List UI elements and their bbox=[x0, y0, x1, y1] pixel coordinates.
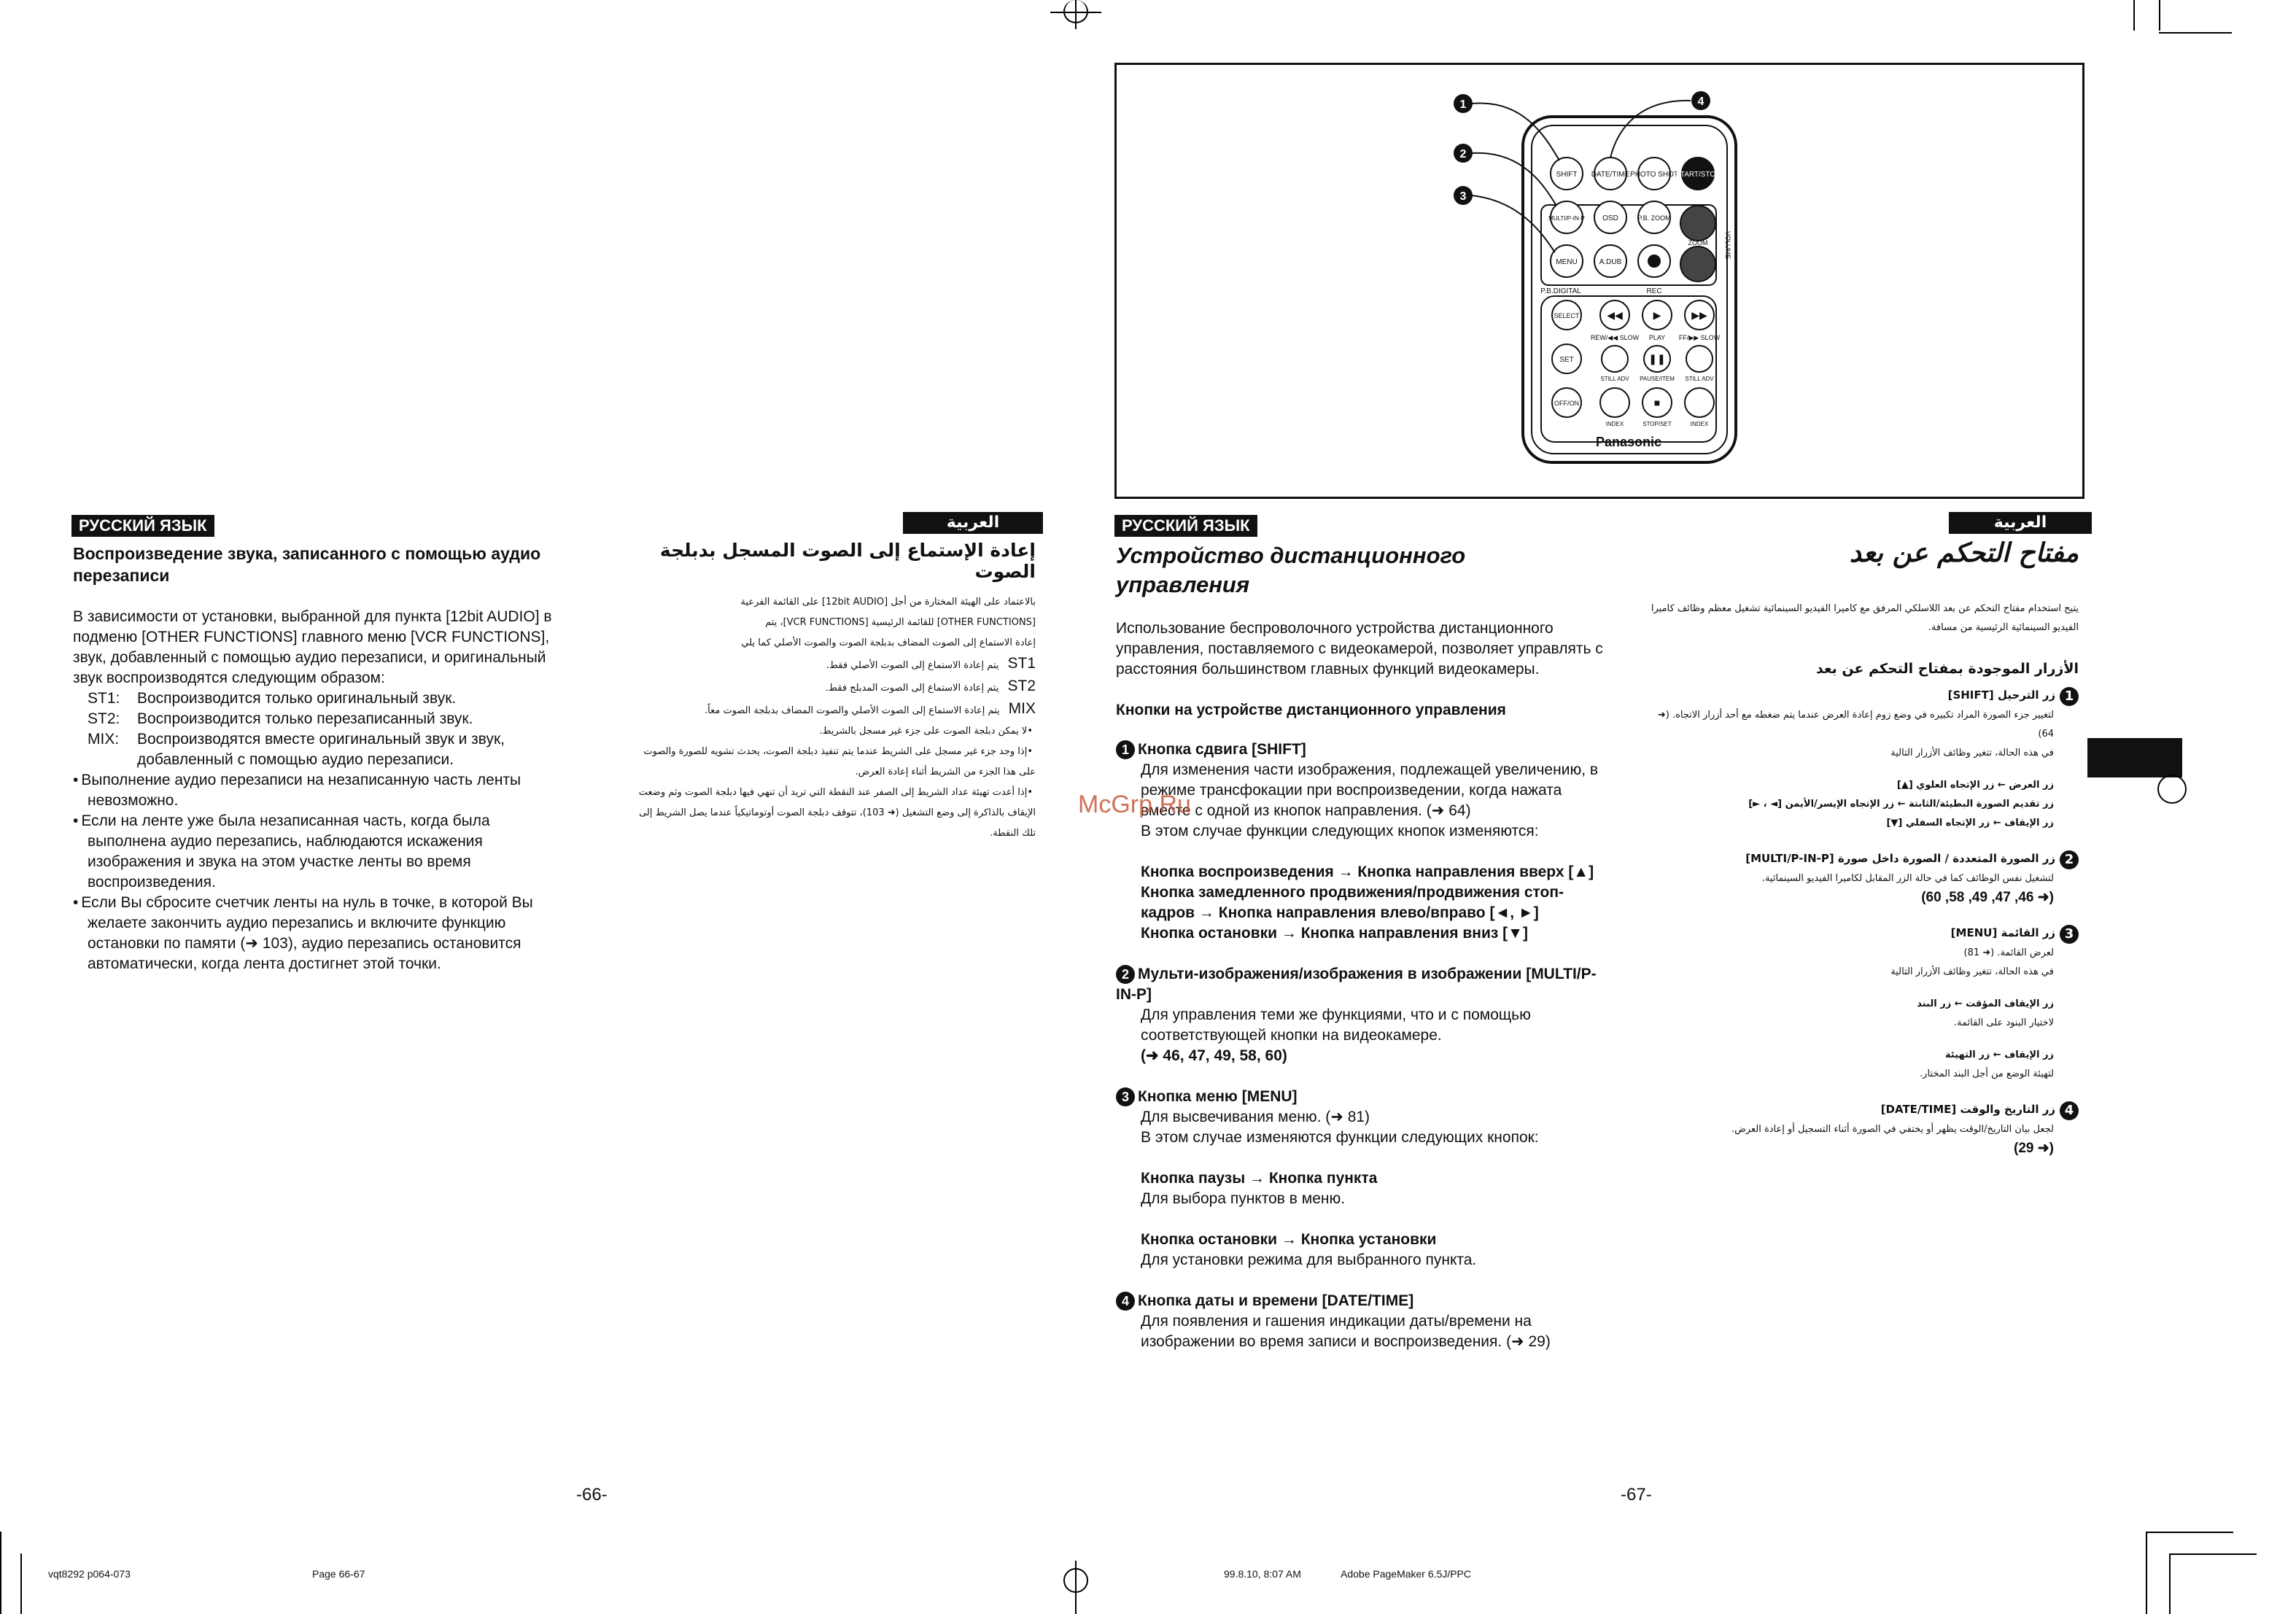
item-line: زر العرض ← زر الإتجاه العلوي [▲] bbox=[1896, 780, 2054, 791]
slug-pages: Page 66-67 bbox=[312, 1568, 365, 1580]
button-label: A.DUB bbox=[1599, 258, 1622, 266]
item-text: لتغيير جزء الصورة المراد تكبيره في وضع زوم إعادة العرض عندما يتم ضغطه مع أحد أزرار الاتجاه. (➜ 64) bbox=[1657, 710, 2054, 740]
remote-button bbox=[1680, 247, 1715, 282]
mode-key: MIX: bbox=[88, 731, 120, 748]
ar-line: بالاعتماد على الهيئة المختارة من أجل [12bit AUDIO] على القائمة الفرعية bbox=[740, 597, 1036, 608]
item-text: في هذه الحالة، تتغير وظائف الأزرار التالية bbox=[1890, 966, 2054, 977]
language-tag-ar: العربية bbox=[903, 512, 1043, 534]
page-number: -67- bbox=[1621, 1485, 1652, 1505]
item-number: 2 bbox=[1116, 965, 1135, 984]
item-text: Для появления и гашения индикации даты/времени на изображении во время записи и воспроизведения. (➜ 29) bbox=[1141, 1313, 1551, 1350]
ar-body-left bbox=[627, 592, 1036, 844]
pbdigital-label: P.B.DIGITAL bbox=[1540, 287, 1581, 295]
remote-button bbox=[1600, 388, 1629, 417]
item-text: Для высвечивания меню. (➜ 81) bbox=[1141, 1109, 1370, 1125]
mode-key: ST1: bbox=[88, 690, 120, 707]
button-label: MULTI/P-IN-P bbox=[1548, 215, 1585, 222]
ru-item-heading bbox=[1116, 740, 1612, 760]
ru-bullet: • Если на ленте уже была незаписанная часть, когда была выполнена аудио перезапись, наблюдаются искажения изображения и звука на этом участке ленты во время воспроизведения. bbox=[73, 811, 569, 893]
button-label: OSD bbox=[1602, 214, 1618, 222]
crop-mark bbox=[2133, 0, 2135, 31]
ru-intro: Использование беспроволочного устройства дистанционного управления, поставляемого с видеокамерой, позволяет управлять с расстояния большинством главных функций видеокамеры. bbox=[1116, 620, 1603, 678]
item-title: Кнопка меню [MENU] bbox=[1138, 1088, 1298, 1105]
ar-item-heading bbox=[1648, 849, 2079, 869]
item-refs: (➜ 29) bbox=[2014, 1141, 2054, 1156]
ar-body-right bbox=[1648, 600, 2079, 1158]
page-number: -66- bbox=[576, 1485, 608, 1505]
mode-text: يتم إعادة الاستماع إلى الصوت الأصلي والصوت المضاف بدبلجة الصوت معاً. bbox=[704, 705, 1000, 716]
pair-heading: Кнопка остановки → Кнопка установки bbox=[1141, 1231, 1437, 1248]
item-refs: (➜ 46, 47, 49, 58, 60) bbox=[1141, 1047, 1287, 1064]
section-title-ar: إعادة الإستماع إلى الصوت المسجل بدبلجة الصوت bbox=[659, 540, 1036, 582]
ar-item-1 bbox=[1648, 686, 2079, 833]
ar-item-heading bbox=[1648, 923, 2079, 944]
ru-item-3 bbox=[1116, 1087, 1612, 1270]
zoom-label: ZOOM bbox=[1688, 239, 1708, 247]
button-label: SHIFT bbox=[1556, 171, 1578, 179]
ar-item-2 bbox=[1648, 849, 2079, 907]
registration-mark bbox=[1063, 0, 1088, 23]
section-title-ru: Воспроизведение звука, записанного с помощью аудио перезаписи bbox=[73, 544, 541, 585]
item-title: Кнопка сдвига [SHIFT] bbox=[1138, 741, 1306, 758]
ru-body-left bbox=[73, 607, 569, 974]
ru-bullet: • Если Вы сбросите счетчик ленты на нуль в точке, в которой Вы желаете закончить аудио перезапись и включите функцию остановки по памяти (➜ 103), аудио перезапись остановится автоматически, когда лента достигнет этой точки. bbox=[73, 893, 569, 974]
button-label: PHOTO SHOT bbox=[1630, 171, 1678, 179]
item-number: 1 bbox=[2060, 687, 2079, 706]
pair-heading: Кнопка паузы → Кнопка пункта bbox=[1141, 1170, 1378, 1187]
item-number: 3 bbox=[2060, 925, 2079, 944]
mode-text: يتم إعادة الاستماع إلى الصوت المدبلج فقط. bbox=[825, 683, 999, 694]
item-list-entry: Кнопка остановки → Кнопка направления вниз [▼] bbox=[1141, 925, 1528, 942]
ar-mode-row bbox=[627, 699, 1036, 721]
button-label: PAUSE/ITEM bbox=[1640, 376, 1675, 382]
section-title-ru: Устройство дистанционного управления bbox=[1116, 543, 1466, 597]
ru-bullet: • Выполнение аудио перезаписи на незаписанную часть ленты невозможно. bbox=[73, 770, 569, 811]
mode-text: Воспроизводятся вместе оригинальный звук и звук, добавленный с помощью аудио перезаписи. bbox=[137, 731, 505, 768]
pair-text: لتهيئة الوضع من أجل البند المختار. bbox=[1920, 1068, 2054, 1079]
slug-file: vqt8292 p064-073 bbox=[48, 1568, 131, 1580]
item-number: 1 bbox=[1116, 740, 1135, 759]
ar-line: إعادة الاستماع إلى الصوت المضاف بدبلجة الصوت والصوت الأصلي كما يلي bbox=[741, 637, 1036, 648]
section-title-ar: مفتاح التحكم عن بعد bbox=[1849, 538, 2079, 568]
item-text: لجعل بيان التاريخ/الوقت يظهر أو يختفي في الصورة أثناء التسجيل أو إعادة العرض. bbox=[1731, 1124, 2054, 1135]
ar-item-heading bbox=[1648, 1100, 2079, 1120]
mode-text: Воспроизводится только перезаписанный звук. bbox=[137, 710, 473, 727]
button-label: STOP/SET bbox=[1643, 421, 1672, 427]
crop-mark bbox=[2146, 1532, 2147, 1614]
ar-item-3 bbox=[1648, 923, 2079, 1084]
mode-key: ST2: bbox=[88, 710, 120, 727]
crop-mark bbox=[20, 1553, 22, 1614]
item-number: 3 bbox=[1116, 1087, 1135, 1106]
item-line: زر الإيقاف ← زر الإتجاه السفلي [▼] bbox=[1886, 818, 2054, 829]
callout-number: 2 bbox=[1459, 148, 1467, 160]
item-title: زر الصورة المتعددة / الصورة داخل صورة [MULTI/P-IN-P] bbox=[1745, 852, 2055, 865]
button-label: P.B. ZOOM bbox=[1637, 214, 1671, 222]
crop-mark bbox=[2169, 1553, 2257, 1555]
mode-key: MIX bbox=[1008, 700, 1036, 717]
watermark: McGrp.Ru bbox=[1078, 791, 1191, 818]
ar-line: [OTHER FUNCTIONS] للقائمة الرئيسية [VCR FUNCTIONS]، يتم bbox=[765, 617, 1036, 628]
ar-bullet: • إذا وجد جزء غير مسجل على الشريط عندما يتم تنفيذ دبلجة الصوت، يحدث تشويه للصورة والصوت على هذا الجزء من الشريط أثناء إعادة العرض. bbox=[627, 742, 1036, 783]
mode-key: ST2 bbox=[1007, 678, 1036, 694]
brand-logo: Panasonic bbox=[1595, 435, 1662, 449]
callout-number: 4 bbox=[1697, 96, 1704, 108]
crop-mark bbox=[2146, 1532, 2233, 1533]
button-label: MENU bbox=[1556, 258, 1578, 266]
button-label: SET bbox=[1559, 356, 1574, 364]
button-label: FF/▶▶ SLOW bbox=[1678, 334, 1721, 341]
remote-button bbox=[1686, 346, 1713, 372]
button-glyph: ◀◀ bbox=[1607, 309, 1623, 321]
pair-text: Для выбора пунктов в меню. bbox=[1141, 1190, 1346, 1207]
item-title: زر الترحيل [SHIFT] bbox=[1947, 688, 2055, 702]
mode-text: Воспроизводится только оригинальный звук. bbox=[137, 690, 457, 707]
ru-item-2 bbox=[1116, 964, 1612, 1066]
pair-heading: زر الإيقاف المؤقت ← زر البند bbox=[1917, 998, 2054, 1009]
ar-bullet: • إذا أعدت تهيئة عداد الشريط إلى الصفر عند النقطة التي تريد أن تنهي فيها دبلجة الصوت وثم وضعت الإيقاف بالذاكرة إلى وضع التشغيل (➜ 103)، تتوقف دبلجة الصوت أوتوماتيكياً عندما يصل الشريط إلى تلك النقطة. bbox=[627, 783, 1036, 844]
item-title: Кнопка даты и времени [DATE/TIME] bbox=[1138, 1292, 1414, 1309]
slug-date: 99.8.10, 8:07 AM bbox=[1224, 1568, 1301, 1580]
item-text: لعرض القائمة. (➜ 81) bbox=[1963, 947, 2054, 958]
button-label: INDEX bbox=[1605, 421, 1624, 427]
crop-mark bbox=[0, 1532, 1, 1614]
item-text: В этом случае изменяются функции следующих кнопок: bbox=[1141, 1129, 1539, 1146]
pair-text: لاختيار البنود على القائمة. bbox=[1953, 1017, 2054, 1028]
mode-key: ST1 bbox=[1007, 655, 1036, 672]
remote-control-illustration bbox=[1114, 63, 2084, 499]
item-number: 4 bbox=[2060, 1101, 2079, 1120]
button-label: SELECT bbox=[1554, 312, 1580, 319]
mode-text: يتم إعادة الاستماع إلى الصوت الأصلي فقط. bbox=[826, 660, 999, 671]
item-title: زر القائمة [MENU] bbox=[1950, 926, 2055, 939]
button-label: START/STOP bbox=[1675, 171, 1721, 179]
item-number: 2 bbox=[2060, 850, 2079, 869]
volume-label: VOLUME bbox=[1724, 230, 1731, 260]
slug-app: Adobe PageMaker 6.5J/PPC bbox=[1341, 1568, 1471, 1580]
ru-item-heading bbox=[1116, 964, 1612, 1005]
callout-number: 1 bbox=[1459, 98, 1467, 111]
ru-subheading: Кнопки на устройстве дистанционного управления bbox=[1116, 702, 1506, 718]
ar-bullet: • لا يمكن دبلجة الصوت على جزء غير مسجل بالشريط. bbox=[627, 721, 1036, 742]
item-list-entry: Кнопка воспроизведения → Кнопка направления вверх [▲] bbox=[1141, 864, 1594, 880]
ru-intro: В зависимости от установки, выбранной для пункта [12bit AUDIO] в подменю [OTHER FUNCTIONS] главного меню [VCR FUNCTIONS], звук, добавленный с помощью аудио перезаписи, и оригинальный звук воспроизводятся следующим образом: bbox=[73, 608, 552, 686]
mode-row bbox=[73, 688, 569, 709]
language-tag-ru: РУССКИЙ ЯЗЫК bbox=[71, 515, 214, 537]
button-glyph: ▶▶ bbox=[1691, 309, 1707, 321]
crop-mark bbox=[2159, 0, 2160, 31]
item-text: Для управления теми же функциями, что и с помощью соответствующей кнопки на видеокамере. bbox=[1141, 1006, 1531, 1044]
button-glyph: ▶ bbox=[1653, 309, 1661, 321]
item-text: في هذه الحالة، تتغير وظائف الأزرار التالية bbox=[1890, 748, 2054, 758]
callout-number: 3 bbox=[1459, 190, 1467, 203]
ar-intro: يتيح استخدام مفتاح التحكم عن بعد اللاسلكي المرفق مع كاميرا الفيديو السينمائية تشغيل معظم وظائف كاميرا الفيديو السينمائية الرئيسية من مسافة. bbox=[1651, 603, 2079, 633]
ar-item-heading bbox=[1648, 686, 2079, 706]
button-label: STILL ADV bbox=[1685, 376, 1714, 382]
registration-mark bbox=[1063, 1568, 1088, 1593]
remote-button bbox=[1680, 206, 1715, 241]
item-list-entry: Кнопка замедленного продвижения/продвижения стоп-кадров → Кнопка направления влево/вправо [◄, ►] bbox=[1141, 884, 1564, 921]
item-text: Для изменения части изображения, подлежащей увеличению, в режиме трансфокации при воспроизведении, когда нажата вместе с одной из кнопок направления. (➜ 64) bbox=[1141, 761, 1599, 819]
item-title: Мульти-изображения/изображения в изображении [MULTI/P-IN-P] bbox=[1116, 966, 1597, 1003]
ru-body-right bbox=[1116, 618, 1612, 1352]
ar-item-4 bbox=[1648, 1100, 2079, 1158]
mode-row bbox=[73, 729, 569, 770]
item-text: В этом случае функции следующих кнопок изменяются: bbox=[1141, 823, 1539, 839]
crop-mark bbox=[2169, 1553, 2171, 1614]
item-refs: (➜ 46, 47, 49, 58, 60) bbox=[1921, 890, 2054, 905]
ar-mode-row bbox=[627, 653, 1036, 676]
remote-button bbox=[1685, 388, 1714, 417]
registration-mark bbox=[2157, 775, 2187, 804]
button-glyph: ■ bbox=[1653, 397, 1661, 408]
language-tag-ar: العربية bbox=[1949, 512, 2092, 534]
button-glyph: ❚❚ bbox=[1648, 353, 1666, 365]
mode-row bbox=[73, 709, 569, 729]
crop-mark bbox=[2159, 32, 2232, 34]
item-title: زر التاريخ والوقت [DATE/TIME] bbox=[1880, 1103, 2055, 1116]
button-label: OFF/ON bbox=[1554, 400, 1579, 407]
item-number: 4 bbox=[1116, 1292, 1135, 1311]
button-label: REW/◀◀ SLOW bbox=[1590, 334, 1640, 341]
button-label: PLAY bbox=[1648, 334, 1666, 341]
ru-item-4 bbox=[1116, 1291, 1612, 1352]
ru-item-heading bbox=[1116, 1291, 1612, 1311]
edge-tab bbox=[2087, 738, 2182, 777]
button-label: DATE/TIME bbox=[1591, 171, 1630, 179]
ru-item-1 bbox=[1116, 740, 1612, 944]
rec-label: REC bbox=[1646, 287, 1662, 295]
pair-text: Для установки режима для выбранного пункта. bbox=[1141, 1252, 1477, 1268]
pair-heading: زر الإيقاف ← زر التهيئة bbox=[1944, 1050, 2054, 1060]
remote-button bbox=[1602, 346, 1628, 372]
button-label: STILL ADV bbox=[1600, 376, 1629, 382]
ar-mode-row bbox=[627, 676, 1036, 699]
language-tag-ru: РУССКИЙ ЯЗЫК bbox=[1114, 515, 1257, 537]
ar-subheading: الأزرار الموجودة بمفتاح التحكم عن بعد bbox=[1815, 661, 2079, 677]
ru-item-heading bbox=[1116, 1087, 1612, 1107]
rec-dot bbox=[1648, 255, 1661, 268]
item-line: زر تقديم الصورة البطيئة/الثابتة ← زر الإتجاه الإيسر/الأيمن [◄ ، ►] bbox=[1748, 799, 2054, 810]
button-label: INDEX bbox=[1690, 421, 1709, 427]
item-text: لتشغيل نفس الوظائف كما في حالة الزر المقابل لكاميرا الفيديو السينمائية. bbox=[1761, 873, 2054, 884]
